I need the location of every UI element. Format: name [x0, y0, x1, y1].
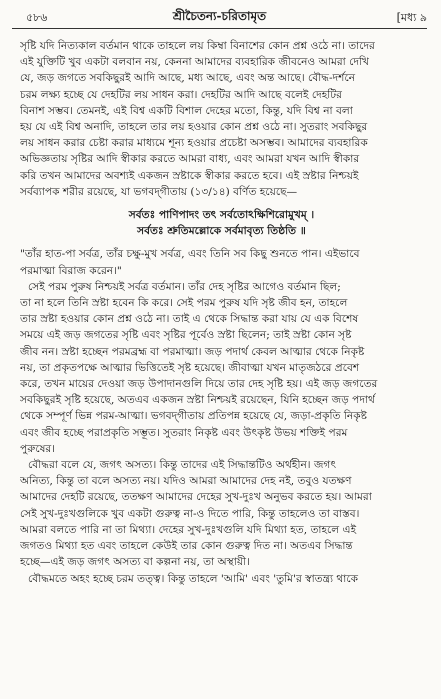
text-line: চরম লক্ষ্য হচ্ছে যে দেহটির লয় সাধন করা। দেহটির আদি আছে বলেই দেহটির [20, 88, 342, 101]
text-line: করে, তখন মায়ের দেওয়া জড় উপাদানগুলি দিয়ে তার দেহ সৃষ্টি হয়। এই জড় জগতের [20, 378, 378, 391]
text-line: সেই সুখ-দুঃখগুলিকে খুব একটা গুরুত্ব না-ও দিতে পারি, কিন্তু তাহলেও তা বাস্তব। [20, 507, 360, 520]
text-line: জগতও মিথ্যা হত এবং তাহলে কেউই তার কোন গুরুত্ব দিত না। অতএব সিদ্ধান্ত [20, 540, 353, 553]
verse-block [20, 207, 423, 239]
paragraph-4 [20, 571, 423, 587]
verse-line: সর্বতঃ পাণিপাদং তৎ সর্বতোঽক্ষিশিরোমুখম্‌ । [128, 209, 315, 222]
text-line: সেই পরম পুরুষ নিশ্চয়ই সর্বত্র বর্তমান। তাঁর দেহ সৃষ্টির আগেও বর্তমান ছিল; [28, 280, 341, 293]
text-line: হয় যে এই বিশ্ব অনাদি, তাহলে তার লয় হওয়ার কোন প্রশ্ন ওঠে না। সুতরাং সবকিছুর [20, 121, 368, 134]
text-line: এবং জীব হচ্ছে পরাপ্রকৃতি সম্ভূত। সুতরাং নিকৃষ্ট এবং উৎকৃষ্ট উভয় শক্তিই পরম [20, 426, 348, 439]
text-line: আমরা বলতে পারি না তা মিথ্যা। দেহের সুখ-দুঃখগুলি যদি মিথ্যা হত, তাহলে এই [20, 523, 357, 536]
verse-line: সর্বতঃ শ্রুতিমল্লোকে সর্বমাবৃত্য তিষ্ঠতি ॥ [137, 225, 306, 238]
text-line: হচ্ছে—এই জড় জগৎ অসত্য বা কল্পনা নয়, তা অস্থায়ী। [20, 556, 250, 569]
verse-translation [20, 246, 423, 278]
text-line: জীব নন। স্রষ্টা হচ্ছেন পরমব্রহ্ম বা পরমাত্মা। জড় পদার্থ কেবল আত্মার থেকে নিকৃষ্ট [20, 345, 365, 358]
text-line: বিনাশ সম্ভব। তেমনই, এই বিশ্ব একটি বিশাল দেহের মতো, কিন্তু, যদি বিশ্ব না বলা [20, 104, 353, 117]
text-line: অনিত্য, কিন্তু তা বলে অসত্য নয়। যদিও আমরা আমাদের দেহ নই, তবুও যতক্ষণ [20, 475, 352, 488]
text-line: করি তখন আমাদের অবশ্যই একজন স্রষ্টাকে স্বীকার করতে হবে। এই স্রষ্টার নিশ্চয়ই [20, 169, 359, 182]
paragraph-3 [20, 457, 423, 570]
text-line: লয় সাধন করার চেষ্টা করার মাধ্যমে শূন্য হওয়ার প্রচেষ্টা অসম্ভব। আমাদের ব্যবহারিক [20, 137, 368, 150]
text-line: আমাদের দেহটি রয়েছে, ততক্ষণ আমাদের দেহের সুখ-দুঃখ অনুভব করতে হয়। আমরা [20, 491, 372, 504]
paragraph-2 [20, 279, 423, 457]
text-line: বৌদ্ধমতে অহং হচ্ছে চরম তত্ত্ব। কিন্তু তাহলে 'আমি' এবং 'তুমি'র স্বাতন্ত্র্য থাকে [28, 572, 359, 585]
text-line: সৃষ্টি যদি নিত্যকাল বর্তমান থাকে তাহলে লয় কিম্বা বিনাশের কোন প্রশ্ন ওঠে না। তাদের [20, 40, 375, 52]
text-line: নয়, তা প্রকৃতপক্ষে আত্মার ভিত্তিতেই সৃষ্ট হয়েছে। জীবাত্মা যখন মাতৃজঠরে প্রবেশ [20, 361, 360, 374]
text-line: "তাঁর হাত-পা সর্বত্র, তাঁর চক্ষু-মুখ সর্বত্র, এবং তিনি সব কিছু শুনতে পান। এইভাবে [20, 248, 360, 261]
text-line: সময়ে এই জড় জগতের সৃষ্টি এবং সৃষ্টির পূর্বেও স্রষ্টা ছিলেন; তাই স্রষ্টা কোন সৃষ্ট [20, 329, 352, 342]
text-line: সবকিছুরই সৃষ্টি হয়েছে, অতএব একজন স্রষ্টা নিশ্চয়ই রয়েছেন, যিনি হচ্ছেন জড় পদার্থ [20, 394, 375, 407]
header-rule [12, 28, 427, 29]
text-line: এই যুক্তিটি খুব একটা বলবান নয়, কেননা আমাদের ব্যবহারিক জীবনেও আমরা দেখি [20, 56, 369, 69]
text-line: থেকে সম্পূর্ণ ভিন্ন পরম-আত্মা। ভগবদ্‌গীতায় প্রতিপন্ন হয়েছে যে, জড়া-প্রকৃতি নিকৃষ্ট [20, 410, 367, 423]
page-body [20, 38, 423, 587]
paragraph-1 [20, 38, 423, 200]
running-title: শ্রীচৈতন্য-চরিতামৃত [172, 9, 267, 23]
text-line: অভিজ্ঞতায় সৃষ্টির আদি স্বীকার করতে আমরা বাধ্য, এবং আমরা যখন আদি স্বীকার [20, 153, 360, 166]
text-line: পরমাত্মা বিরাজ করেন।" [20, 264, 122, 277]
text-line: পুরুষের। [20, 442, 56, 455]
text-line: যে, জড় জগতে সবকিছুরই আদি আছে, মধ্য আছে, এবং অন্ত আছে। বৌদ্ধ-দর্শনে [20, 72, 356, 85]
text-line: বৌদ্ধরা বলে যে, জগৎ অসত্য। কিন্তু তাদের এই সিদ্ধান্তটিও অর্থহীন। জগৎ [28, 459, 337, 472]
page-header [12, 6, 427, 28]
chapter-label: [মধ্য ৯ [396, 11, 427, 24]
text-line: তা না হলে তিনি স্রষ্টা হবেন কি করে। সেই পরম পুরুষ যদি সৃষ্ট জীব হন, তাহলে [20, 297, 348, 310]
text-line: তার স্রষ্টা হওয়ার কোন প্রশ্ন ওঠে না। তাই এ থেকে সিদ্ধান্ত করা যায় যে এক বিশেষ [20, 313, 359, 326]
page-number: ৫৮৬ [26, 11, 48, 24]
text-line: সর্বব্যাপক শরীর রয়েছে, যা ভগবদ্‌গীতায় (১৩/১৪) বর্ণিত হয়েছে— [20, 185, 298, 198]
